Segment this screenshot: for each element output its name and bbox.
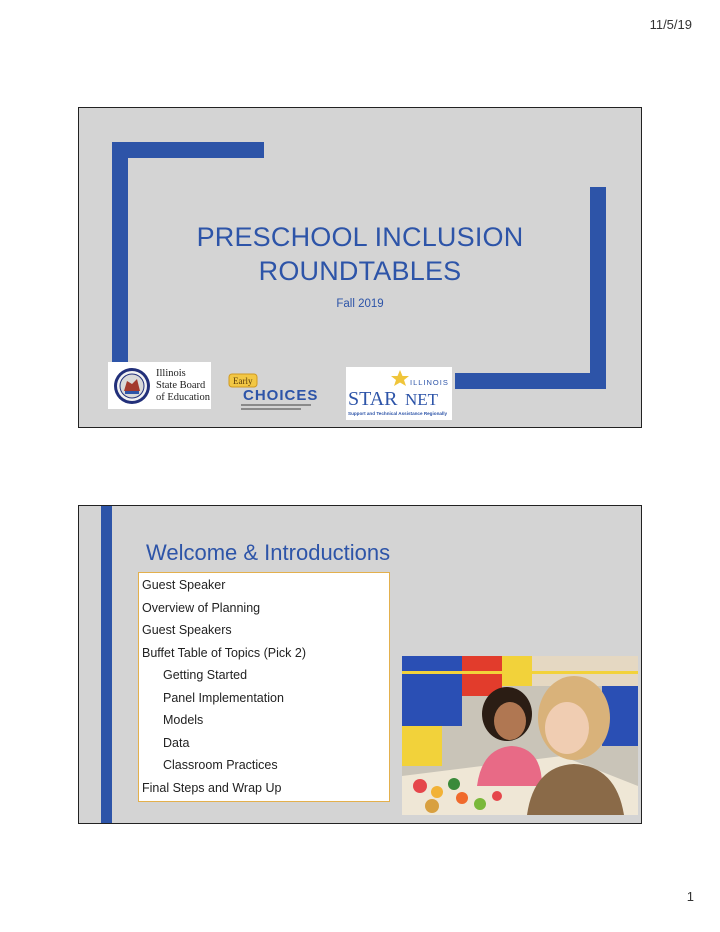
agenda-item: Guest Speaker [142, 578, 226, 592]
starnet-name-left: STAR [348, 388, 398, 410]
agenda-subitem: Models [163, 713, 204, 727]
isbe-logo-line: of Education [156, 391, 210, 403]
slide-welcome-introductions [78, 505, 642, 824]
starnet-logo [346, 367, 452, 420]
slide1-subtitle: Fall 2019 [336, 298, 384, 310]
page-number: 1 [686, 889, 694, 904]
star-icon [391, 370, 409, 386]
agenda-item: Final Steps and Wrap Up [142, 780, 282, 795]
accent-bar-right [590, 187, 606, 389]
agenda-subitem: Data [163, 735, 190, 750]
agenda-item: Guest Speakers [142, 623, 232, 637]
accent-bar-top [112, 142, 264, 158]
slide1-title-line: ROUNDTABLES [258, 256, 462, 286]
isbe-seal-icon [113, 367, 151, 405]
accent-bar-left [101, 506, 112, 823]
agenda-subitem: Panel Implementation [163, 690, 284, 705]
isbe-logo-text [156, 368, 210, 404]
starnet-state-text: ILLINOIS [410, 378, 449, 387]
agenda-item: Buffet Table of Topics (Pick 2) [142, 645, 306, 660]
early-choices-logo [225, 372, 329, 414]
agenda-item: Overview of Planning [142, 600, 261, 615]
isbe-logo [108, 362, 211, 409]
classroom-photo [402, 656, 638, 815]
slide1-title-line: PRESCHOOL INCLUSION [196, 222, 524, 252]
early-choices-early-text: Early [233, 376, 253, 386]
starnet-name-right: NET [405, 390, 439, 409]
slide1-title [79, 220, 641, 288]
accent-bar-bottom [455, 373, 606, 389]
slide-title-preschool-inclusion [78, 107, 642, 428]
isbe-logo-line: State Board [156, 379, 206, 391]
starnet-tagline: Support and Technical Assistance Regionally [348, 411, 448, 416]
early-choices-title-text: CHOICES [243, 387, 319, 404]
isbe-logo-line: Illinois [156, 367, 186, 379]
slide2-title: Welcome & Introductions [146, 540, 391, 565]
page-date: 11/5/19 [649, 17, 692, 32]
agenda-subitem: Classroom Practices [163, 758, 278, 772]
agenda-list [138, 572, 390, 802]
agenda-subitem: Getting Started [163, 668, 248, 682]
